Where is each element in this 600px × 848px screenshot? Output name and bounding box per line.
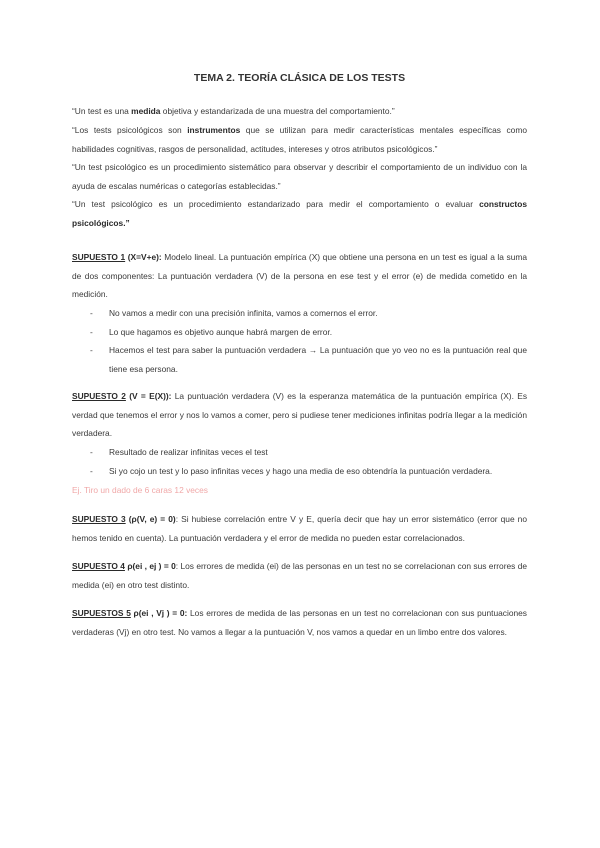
page-title: TEMA 2. TEORÍA CLÁSICA DE LOS TESTS bbox=[193, 72, 406, 84]
supuesto-5-heading: SUPUESTOS 5 bbox=[72, 608, 131, 618]
list-item: - Resultado de realizar infinitas veces el test bbox=[90, 447, 268, 457]
list-item: - Hacemos el test para saber la puntuación verdadera → La puntuación que yo veo no es la puntuación real que tiene esa persona. bbox=[90, 345, 527, 374]
supuesto-3-heading: SUPUESTO 3 bbox=[72, 514, 126, 524]
quote-4: “Un test psicológico es un procedimiento estandarizado para medir el comportamiento o evaluar constructos psicológicos.” bbox=[72, 199, 527, 228]
supuesto-4-paragraph: SUPUESTO 4 ρ(ei , ej ) = 0: Los errores de medida (ei) de las personas en un test no se correlacionan con sus errores de medida (ei) en otro test distinto. bbox=[72, 561, 528, 590]
example-note: Ej. Tiro un dado de 6 caras 12 veces bbox=[72, 485, 208, 495]
supuesto-1-paragraph: SUPUESTO 1 (X=V+e): Modelo lineal. La puntuación empírica (X) que obtiene una persona en un test es igual a la suma de dos componentes: La puntuación verdadera (V) de la persona en ese test y el error (e) de medida cometido en la medición. bbox=[72, 252, 527, 299]
supuesto-2-heading: SUPUESTO 2 bbox=[72, 391, 126, 401]
supuesto-5-paragraph: SUPUESTOS 5 ρ(ei , Vj ) = 0: Los errores de medida de las personas en un test no correlacionan con sus puntuaciones verdaderas (Vj) en otro test. No vamos a llegar a la puntuación V, nos vamos a quedar en un limbo entre dos valores. bbox=[72, 608, 527, 637]
supuesto-2-paragraph: SUPUESTO 2 (V = E(X)): La puntuación verdadera (V) es la esperanza matemática de la puntuación empírica (X). Es verdad que tenemos el error y nos lo vamos a comer, pero si pudiese tener mediciones infinitas podría llegar a la medición verdadera. bbox=[72, 391, 528, 438]
list-item: - No vamos a medir con una precisión infinita, vamos a comernos el error. bbox=[90, 308, 378, 318]
list-item: - Si yo cojo un test y lo paso infinitas veces y hago una media de eso obtendría la puntuación verdadera. bbox=[90, 466, 493, 476]
quote-1: “Un test es una medida objetiva y estandarizada de una muestra del comportamiento.” bbox=[72, 106, 395, 116]
quote-2: “Los tests psicológicos son instrumentos que se utilizan para medir características mentales específicas como habilidades cognitivas, rasgos de personalidad, actitudes, intereses y otros atributos psicológicos.” bbox=[72, 125, 527, 154]
supuesto-3-paragraph: SUPUESTO 3 (ρ(V, e) = 0): Si hubiese correlación entre V y E, quería decir que hay un error sistemático (error que no hemos tenido en cuenta). La puntuación verdadera y el error de medida no pueden estar correlacionados. bbox=[72, 514, 528, 543]
list-item: - Lo que hagamos es objetivo aunque habrá margen de error. bbox=[90, 327, 333, 337]
quote-3: “Un test psicológico es un procedimiento sistemático para observar y describir el comportamiento de un individuo con la ayuda de escalas numéricas o categorías establecidas.” bbox=[72, 162, 527, 191]
supuesto-1-heading: SUPUESTO 1 bbox=[72, 252, 126, 262]
supuesto-4-heading: SUPUESTO 4 bbox=[72, 561, 125, 571]
